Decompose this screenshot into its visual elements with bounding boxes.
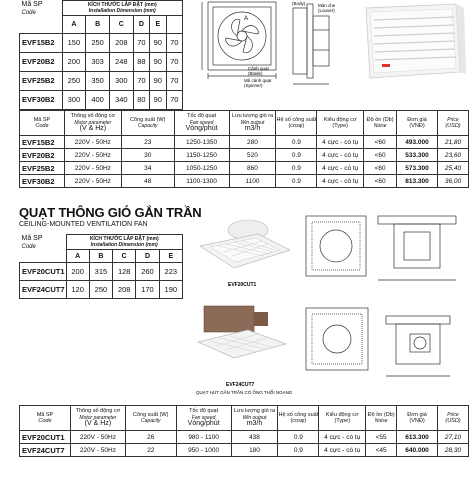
table-row: EVF25B2 220V - 50Hz 34 1050-1250 860 0.9 4 cực - có tụ <60 573.300 25,40 (20, 162, 469, 175)
svg-text:(Louver): (Louver) (318, 8, 335, 13)
wall-fan-photo (356, 2, 469, 82)
svg-text:Màn che: Màn che (318, 3, 336, 8)
table-row: EVF25B2 250 350 300 70 90 70 (20, 71, 183, 90)
table-row: EVF20B2 200 303 248 88 90 70 (20, 52, 183, 71)
svg-text:(Body): (Body) (292, 1, 306, 6)
svg-text:Cánh quạt: Cánh quạt (248, 66, 269, 71)
ceiling-fan-photo-cut1 (194, 210, 294, 288)
section-subtitle: CEILING-MOUNTED VENTILATION FAN (19, 221, 148, 228)
wall-fan-technical-drawing (188, 0, 348, 100)
ceiling-fan-photo-cut7 (194, 300, 294, 395)
top-dimension-table (19, 0, 183, 110)
code-header: Mã SP Code (21, 0, 43, 16)
spec-header-row: Mã SP Code Thông số động cơ Motor parameter (V & Hz) Công suất (W) Capacity Tốc độ quạt Fan speed Vòng/phút Lưu lượng gió ra Win output m3/h Hệ số công suất (cosφ) Kiểu động cơ (Type) Độ ồn (Db) Noise Đơn giá (VNĐ) Price (USD) (20, 111, 469, 136)
caption-cut1: EVF20CUT1 (228, 282, 257, 288)
svg-text:(Spinner): (Spinner) (244, 83, 263, 88)
ceiling-spec-table (19, 405, 469, 457)
table-row: EVF20CUT1 220V - 50Hz 26 980 - 1100 438 0.9 4 cực - có tụ <55 613.300 27,10 (20, 431, 469, 444)
caption-cut7: EVF24CUT7 (226, 382, 255, 388)
dim-col-row: A B C D E (20, 16, 183, 33)
table-row: EVF15B2 220V - 50Hz 23 1250-1350 280 0.9 4 cực - có tụ <60 493.000 21,80 (20, 136, 469, 149)
ceiling-dimension-table: Mã SP Code KÍCH THƯỚC LẮP ĐẶT (mm) Installation Dimension (mm) A B C D E EVF20CUT1 200 315 128 260 223 EVF24CUT7 120 250 208 170 190 (19, 234, 183, 299)
ceiling-fan-technical-drawing (298, 208, 468, 403)
svg-text:(Blade): (Blade) (248, 71, 263, 76)
section-title: QUẠT THÔNG GIÓ GẮN TRẦN (19, 205, 202, 220)
table-row: EVF30B2 220V - 50Hz 48 1100-1300 1100 0.9 4 cực - có tụ <60 813.300 36,00 (20, 175, 469, 188)
table-row: EVF20CUT1 200 315 128 260 223 (20, 263, 183, 281)
table-row: EVF30B2 300 400 340 80 90 70 (20, 90, 183, 109)
caption-cut7-note: QUẠT HÚT GẮN TRẦN CÓ ỐNG THỔI NGANG (196, 390, 293, 395)
top-spec-table (19, 110, 469, 188)
table-row: EVF24CUT7 120 250 208 170 190 (20, 281, 183, 299)
dim-a-label: A (244, 16, 249, 22)
table-row: EVF20B2 220V - 50Hz 30 1150-1250 520 0.9 4 cực - có tụ <60 533.300 23,60 (20, 149, 469, 162)
table-row: EVF24CUT7 220V - 50Hz 22 950 - 1000 180 0.9 4 cực - có tụ <45 640.000 28,30 (20, 444, 469, 457)
svg-text:Mũ cánh quạt: Mũ cánh quạt (244, 78, 272, 83)
table-row: EVF15B2 150 250 208 70 90 70 (20, 33, 183, 52)
spec-header-row: Mã SP Code Thông số động cơ Motor parameter (V & Hz) Công suất (W) Capacity Tốc độ quạt Fan speed Vòng/phút Lưu lượng gió ra Win output m3/h Hệ số công suất (cosφ) Kiểu động cơ (Type) Độ ồn (Db) Noise Đơn giá (VNĐ) Price (USD) (20, 406, 469, 431)
dim-header: KÍCH THƯỚC LẮP ĐẶT (mm) Installation Dimension (mm) (62, 1, 183, 16)
